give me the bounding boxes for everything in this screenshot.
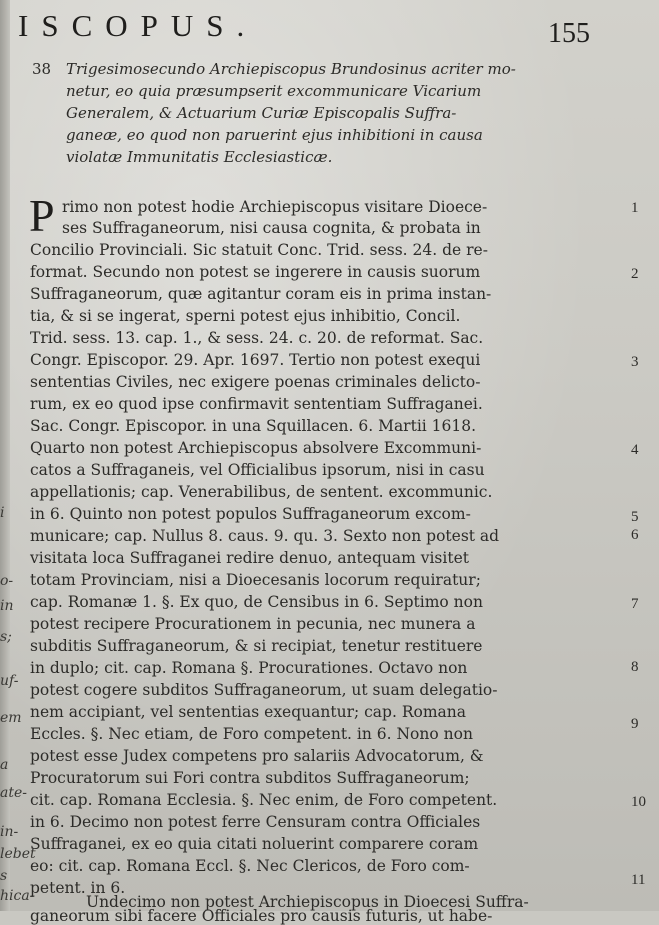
margin-number: 10: [631, 794, 646, 810]
margin-number: 9: [631, 716, 639, 732]
body-line: catos a Suffraganeis, vel Officialibus ipsorum, nisi in casu: [30, 461, 485, 479]
body-line: in 6. Quinto non potest populos Suffraganeorum excom-: [30, 505, 471, 523]
summary-line: violatæ Immunitatis Ecclesiasticæ.: [66, 148, 333, 166]
body-line: Eccles. §. Nec etiam, de Foro competent. in 6. Nono non: [30, 725, 473, 743]
body-line: Sac. Congr. Episcopor. in una Squillacen. 6. Martii 1618.: [30, 417, 477, 435]
body-line: potest cogere subditos Suffraganeorum, ut suam delegatio-: [30, 681, 498, 699]
body-line: Suffraganeorum, quæ agitantur coram eis in prima instan-: [30, 285, 492, 303]
body-line: Quarto non potest Archiepiscopus absolvere Excommuni-: [30, 439, 482, 457]
body-line: totam Provinciam, nisi a Dioecesanis locorum requiratur;: [30, 571, 481, 589]
margin-fragment: uf-: [0, 673, 19, 689]
summary-number: 38: [32, 60, 52, 78]
margin-fragment: in: [0, 598, 14, 614]
margin-fragment: s: [0, 868, 8, 884]
body-line: ses Suffraganeorum, nisi causa cognita, & probata in: [62, 219, 481, 237]
margin-fragment: ate-: [0, 785, 27, 801]
body-line: in 6. Decimo non potest ferre Censuram contra Officiales: [30, 813, 481, 831]
margin-number: 4: [631, 442, 639, 458]
body-line: potest esse Judex competens pro salariis Advocatorum, &: [30, 747, 484, 765]
body-line: nem accipiant, vel sententias exequantur; cap. Romana: [30, 703, 466, 721]
margin-number: 8: [631, 659, 639, 675]
body-line: Concilio Provinciali. Sic statuit Conc. Trid. sess. 24. de re-: [30, 241, 488, 259]
running-head: ISCOPUS.: [18, 8, 258, 43]
margin-fragment: hica-: [0, 888, 35, 904]
margin-fragment: lebet: [0, 846, 36, 862]
body-line: Procuratorum sui Fori contra subditos Suffraganeorum;: [30, 769, 470, 787]
margin-number: 2: [631, 266, 639, 282]
body-line: cap. Romanæ 1. §. Ex quo, de Censibus in 6. Septimo non: [30, 593, 483, 611]
margin-fragment: em: [0, 710, 22, 726]
margin-number: 1: [631, 200, 639, 216]
margin-number: 7: [631, 596, 639, 612]
body-line: Congr. Episcopor. 29. Apr. 1697. Tertio non potest exequi: [30, 351, 481, 369]
page-number: 155: [548, 18, 590, 49]
body-line: Suffraganei, ex eo quia citati noluerint comparere coram: [30, 835, 479, 853]
summary-line: netur, eo quia præsumpserit excommunicare Vicarium: [66, 82, 482, 100]
margin-fragment: o-: [0, 573, 14, 589]
body-line: Trid. sess. 13. cap. 1., & sess. 24. c. 20. de reformat. Sac.: [30, 329, 484, 347]
body-line: ganeorum sibi facere Officiales pro causis futuris, ut habe-: [30, 907, 493, 925]
margin-fragment: a: [0, 757, 9, 773]
body-line: cit. cap. Romana Ecclesia. §. Nec enim, de Foro competent.: [30, 791, 498, 809]
margin-number: 5: [631, 509, 639, 525]
page-gutter-shadow: [0, 0, 10, 911]
body-line: rimo non potest hodie Archiepiscopus visitare Dioece-: [62, 198, 488, 216]
body-line: municare; cap. Nullus 8. caus. 9. qu. 3. Sexto non potest ad: [30, 527, 500, 545]
body-line: format. Secundo non potest se ingerere in causis suorum: [30, 263, 481, 281]
body-line: tia, & si se ingerat, sperni potest ejus inhibitio, Concil.: [30, 307, 461, 325]
drop-capital: P: [29, 190, 55, 241]
body-line: in duplo; cit. cap. Romana §. Procurationes. Octavo non: [30, 659, 468, 677]
body-line: subditis Suffraganeorum, & si recipiat, tenetur restituere: [30, 637, 483, 655]
margin-fragment: i: [0, 505, 5, 521]
margin-fragment: s;: [0, 629, 12, 645]
summary-line: Generalem, & Actuarium Curiæ Episcopalis Suffra-: [66, 104, 457, 122]
body-line: rum, ex eo quod ipse confirmavit sententiam Suffraganei.: [30, 395, 483, 413]
body-line: potest recipere Procurationem in pecunia, nec munera a: [30, 615, 476, 633]
body-line: eo: cit. cap. Romana Eccl. §. Nec Clericos, de Foro com-: [30, 857, 470, 875]
body-line: Undecimo non potest Archiepiscopus in Dioecesi Suffra-: [86, 893, 529, 911]
margin-fragment: in-: [0, 824, 19, 840]
body-line: appellationis; cap. Venerabilibus, de sentent. excommunic.: [30, 483, 493, 501]
margin-number: 3: [631, 354, 639, 370]
summary-line: Trigesimosecundo Archiepiscopus Brundosinus acriter mo-: [66, 60, 516, 78]
body-line: visitata loca Suffraganei redire denuo, antequam visitet: [30, 549, 469, 567]
margin-number: 11: [631, 872, 646, 888]
body-line: petent. in 6.: [30, 879, 126, 897]
summary-line: ganeæ, eo quod non paruerint ejus inhibitioni in causa: [66, 126, 483, 144]
body-line: sententias Civiles, nec exigere poenas criminales delicto-: [30, 373, 481, 391]
margin-number: 6: [631, 527, 639, 543]
